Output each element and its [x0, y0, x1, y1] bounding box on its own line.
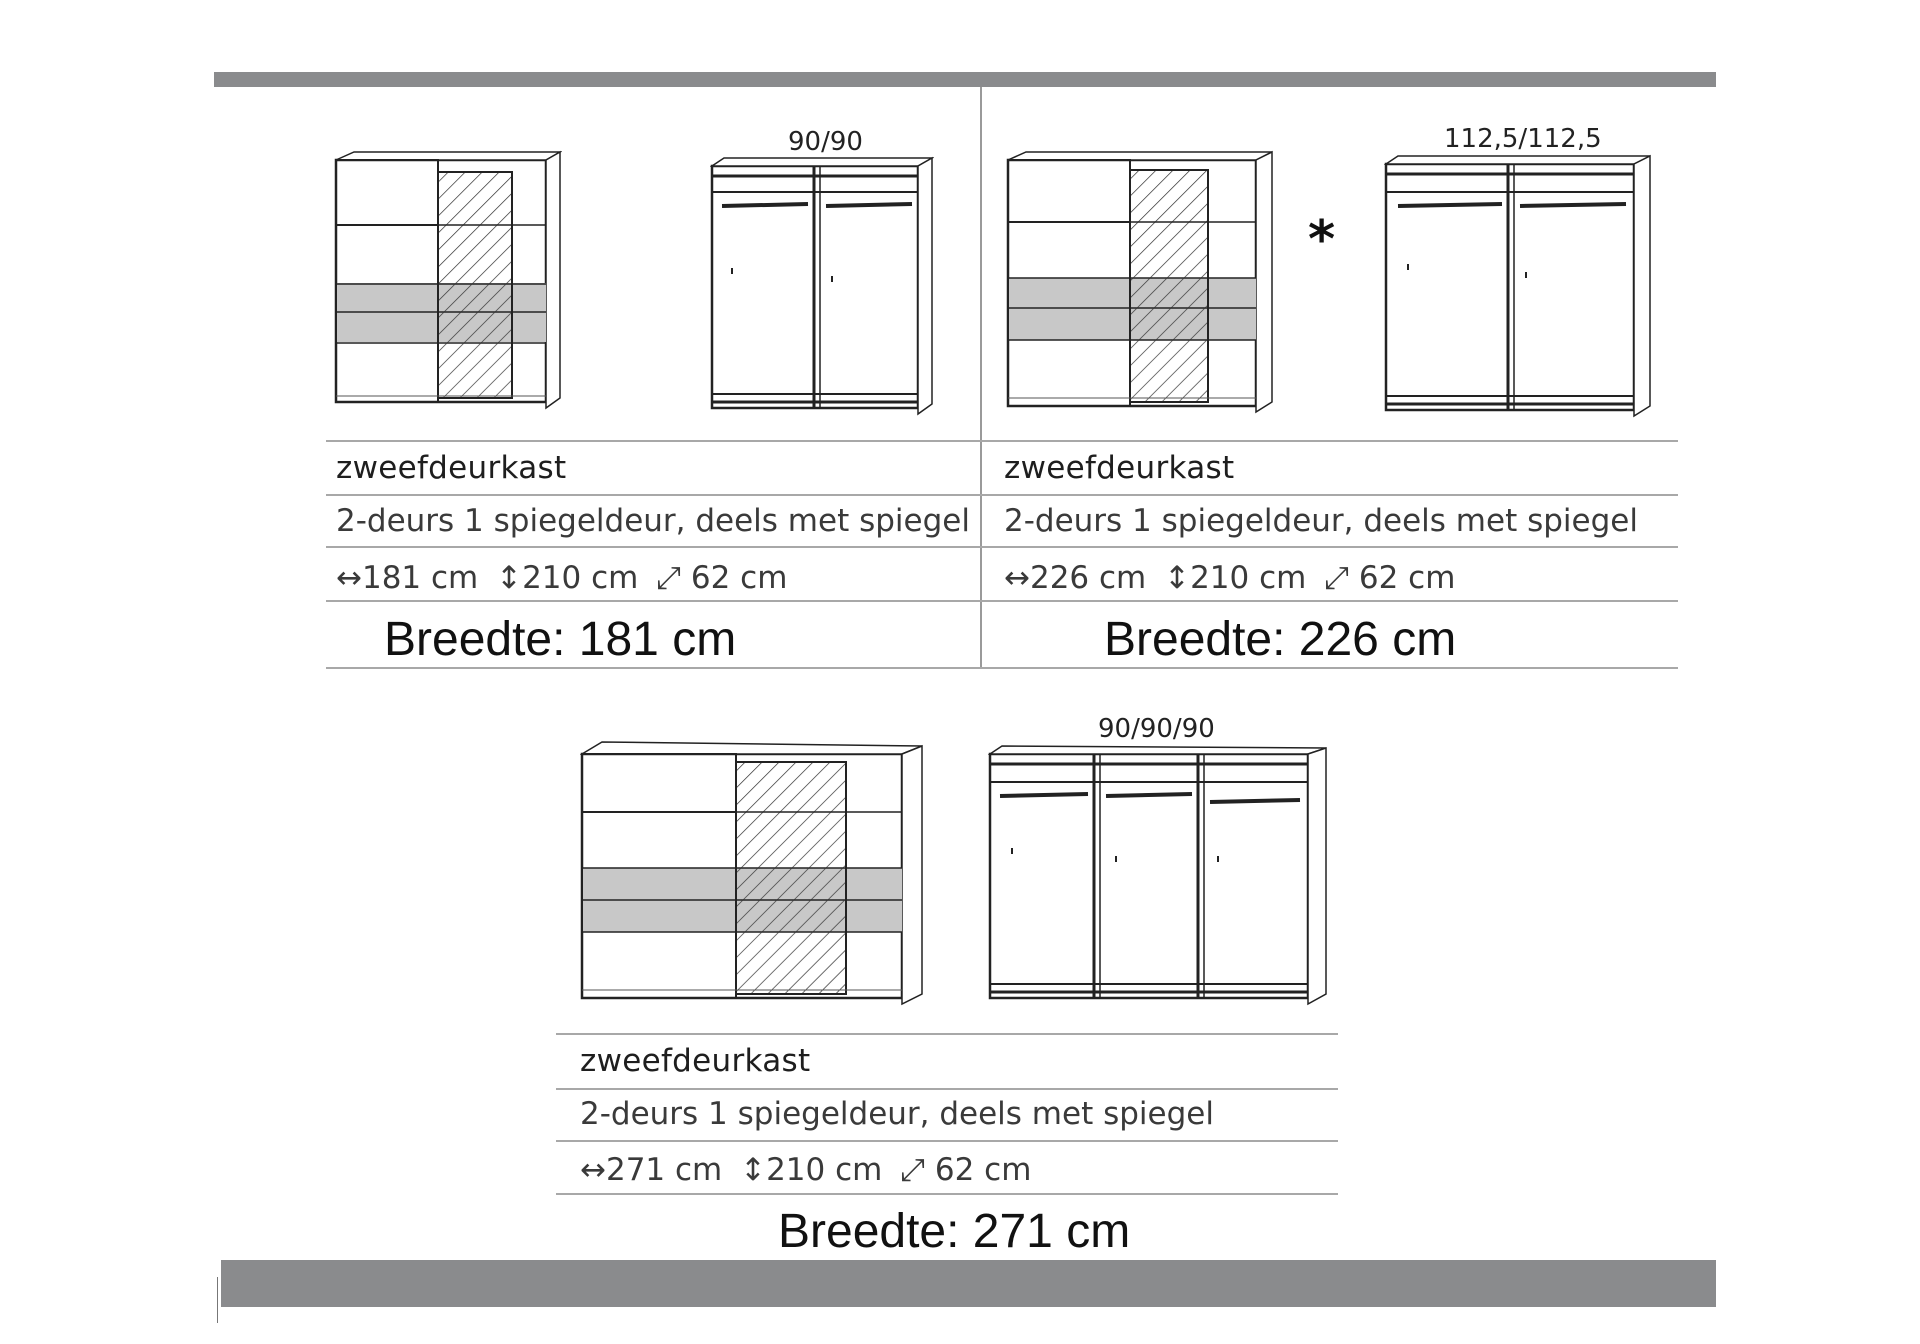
depth-dimension: ⤢ 62 cm — [900, 1152, 1032, 1188]
table-rule — [980, 546, 1678, 548]
product-name-271: zweefdeurkast — [580, 1043, 811, 1079]
interior-division-label-271: 90/90/90 — [1098, 714, 1215, 744]
wardrobe-front-drawing-226 — [1006, 150, 1276, 416]
table-rule — [326, 440, 980, 442]
depth-dimension: ⤢ 62 cm — [656, 560, 788, 596]
bottom-bar — [221, 1260, 1716, 1307]
width-label-226: Breedte: 226 cm — [1104, 613, 1457, 666]
wardrobe-front-drawing-181 — [334, 150, 562, 410]
table-rule — [980, 440, 1678, 442]
table-rule — [556, 1033, 1338, 1035]
table-rule — [556, 1088, 1338, 1090]
table-rule — [556, 1140, 1338, 1142]
table-rule — [326, 546, 980, 548]
top-bar — [214, 72, 1716, 87]
width-dimension: ↔181 cm — [336, 560, 479, 596]
height-dimension: ↕210 cm — [496, 560, 639, 596]
height-dimension: ↕210 cm — [1164, 560, 1307, 596]
table-rule — [980, 667, 1678, 669]
wardrobe-front-drawing-271 — [580, 740, 926, 1008]
product-name-181: zweefdeurkast — [336, 450, 567, 486]
table-rule — [326, 600, 980, 602]
table-rule — [326, 494, 980, 496]
note-asterisk-226: * — [1308, 210, 1336, 270]
product-description-271: 2-deurs 1 spiegeldeur, deels met spiegel — [580, 1096, 1214, 1132]
dimensions-row-271 — [580, 1152, 1031, 1189]
dimensions-row-181 — [336, 560, 787, 597]
table-rule — [326, 667, 980, 669]
dimensions-row-226 — [1004, 560, 1455, 597]
product-name-226: zweefdeurkast — [1004, 450, 1235, 486]
table-rule — [556, 1193, 1338, 1195]
width-label-271: Breedte: 271 cm — [778, 1205, 1131, 1258]
table-rule — [980, 494, 1678, 496]
wardrobe-interior-drawing-181 — [710, 156, 934, 418]
height-dimension: ↕210 cm — [740, 1152, 883, 1188]
column-divider — [980, 87, 982, 669]
width-label-181: Breedte: 181 cm — [384, 613, 737, 666]
interior-division-label-181: 90/90 — [788, 127, 863, 157]
depth-dimension: ⤢ 62 cm — [1324, 560, 1456, 596]
bottom-left-tick — [217, 1277, 218, 1323]
product-description-226: 2-deurs 1 spiegeldeur, deels met spiegel — [1004, 503, 1638, 539]
interior-division-label-226: 112,5/112,5 — [1444, 124, 1602, 154]
width-dimension: ↔226 cm — [1004, 560, 1147, 596]
width-dimension: ↔271 cm — [580, 1152, 723, 1188]
wardrobe-interior-drawing-271 — [988, 744, 1330, 1010]
product-description-181: 2-deurs 1 spiegeldeur, deels met spiegel — [336, 503, 970, 539]
table-rule — [980, 600, 1678, 602]
wardrobe-interior-drawing-226 — [1384, 154, 1654, 420]
